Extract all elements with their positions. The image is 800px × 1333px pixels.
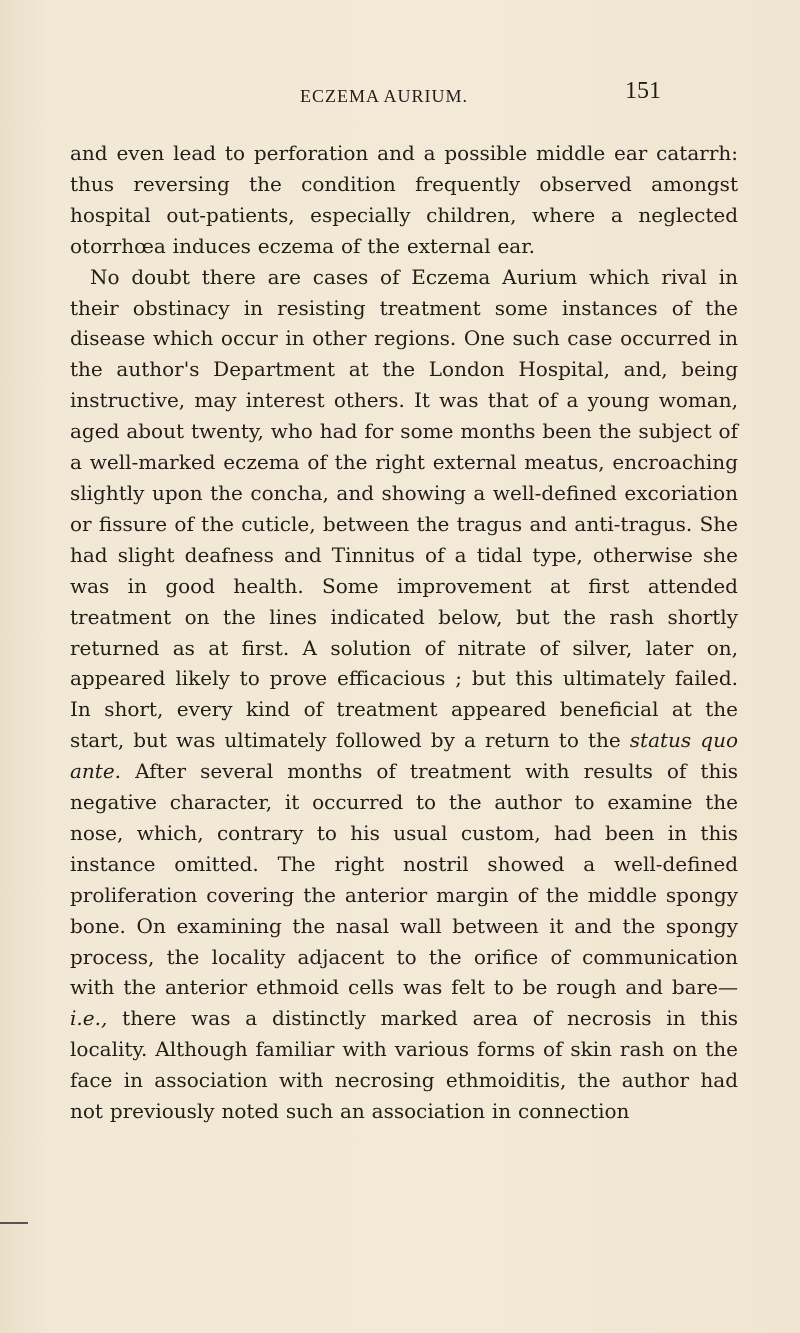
page-number: 151: [625, 78, 661, 104]
paragraph-2-part-1: No doubt there are cases of Eczema Aurium which rival in their obstinacy in resisting treatment some instances of the disease which occur in other regions. One such case occurred in the author's Department at the London Hospital, and, being instructive, may interest others. It was that of a young woman, aged about twenty, who had for some months been the subject of a well-marked eczema of the right external meatus, encroaching slightly upon the concha, and showing a well-defined excoriation or fissure of the cuticle, between the tragus and anti-tragus. She had slight deafness and Tinnitus of a tidal type, otherwise she was in good health. Some improvement at first attended treatment on the lines indicated below, but the rash shortly returned as at first. A solution of nitrate of silver, later on, appeared likely to prove efficacious ; but this ultimately failed. In short, every kind of treatment appeared beneficial at the start, but was ultimately followed by a return to the: [70, 264, 738, 753]
body-text: [70, 138, 738, 1127]
paragraph-2-part-3: there was a distinctly marked area of necrosis in this locality. Although familiar with various forms of skin rash on the face in association with necrosing ethmoiditis, the author had not previously noted such an association in connection: [70, 1006, 738, 1124]
latin-phrase: status quo ante.: [70, 728, 738, 784]
ie-abbreviation: i.e.,: [70, 1006, 108, 1031]
running-head: ECZEMA AURIUM.: [300, 86, 469, 106]
paragraph-2-part-2: After several months of treatment with results of this negative character, it occurred to the author to examine the nose, which, contrary to his usual custom, had been in this instance omitted. The right nostril showed a well-defined proliferation covering the anterior margin of the middle spongy bone. On examining the nasal wall between it and the spongy process, the locality adjacent to the orifice of communication with the anterior ethmoid cells was felt to be rough and bare—: [70, 759, 738, 1000]
page-edge-mark: [0, 1222, 28, 1224]
paragraph-2: [70, 262, 738, 1127]
page-header: [0, 78, 800, 126]
paragraph-1: and even lead to perforation and a possible middle ear catarrh: thus reversing the condition frequently observed amongst hospital out-patients, especially children, where a neglected otorrhœa induces eczema of the external ear.: [70, 141, 738, 258]
